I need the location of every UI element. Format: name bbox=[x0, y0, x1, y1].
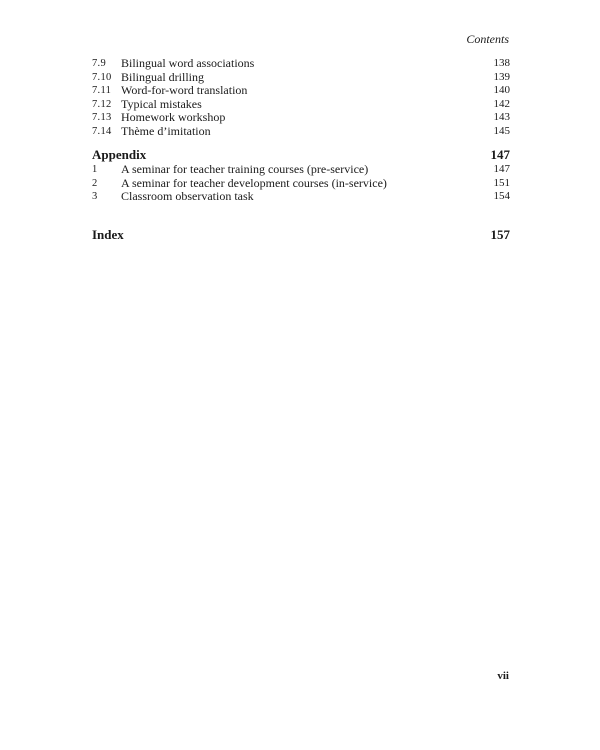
entry-number: 1 bbox=[92, 164, 98, 175]
entry-page: 145 bbox=[493, 124, 510, 137]
entry-number: 7.14 bbox=[92, 125, 112, 137]
heading-page: 147 bbox=[490, 147, 510, 162]
entry-page: 142 bbox=[493, 97, 510, 110]
entry-page: 140 bbox=[493, 84, 510, 97]
toc-entry bbox=[92, 71, 510, 85]
entry-number: 7.10 bbox=[92, 71, 112, 83]
heading-title: Index bbox=[92, 227, 124, 242]
toc-heading-appendix bbox=[92, 146, 510, 163]
entry-title: Thème d’imitation bbox=[121, 123, 211, 138]
entry-page: 147 bbox=[493, 163, 510, 175]
heading-page: 157 bbox=[490, 227, 510, 242]
entry-page: 154 bbox=[493, 190, 510, 203]
page-folio: vii bbox=[497, 670, 509, 682]
entry-page: 138 bbox=[493, 57, 510, 69]
toc-entry bbox=[92, 125, 510, 139]
toc-entry bbox=[92, 177, 510, 191]
entry-number: 7.13 bbox=[92, 112, 112, 124]
toc-entry bbox=[92, 163, 510, 177]
entry-title: Classroom observation task bbox=[121, 189, 254, 204]
entry-number: 7.11 bbox=[92, 85, 112, 97]
heading-title: Appendix bbox=[92, 147, 147, 162]
entry-title: Homework workshop bbox=[121, 110, 226, 125]
toc-entry bbox=[92, 98, 510, 112]
toc-index bbox=[92, 226, 510, 243]
entry-number: 7.9 bbox=[92, 58, 107, 69]
toc-section-list bbox=[92, 57, 510, 139]
toc-entry bbox=[92, 57, 510, 71]
running-head: Contents bbox=[466, 32, 509, 46]
entry-title: Bilingual drilling bbox=[121, 69, 204, 84]
toc-entry bbox=[92, 111, 510, 125]
toc-heading-index bbox=[92, 226, 510, 243]
entry-page: 143 bbox=[493, 111, 510, 124]
toc-appendix bbox=[92, 146, 510, 204]
entry-title: A seminar for teacher training courses (pre-service) bbox=[121, 162, 369, 176]
entry-number: 7.12 bbox=[92, 98, 112, 110]
entry-page: 151 bbox=[493, 176, 510, 189]
entry-page: 139 bbox=[493, 70, 510, 83]
entry-title: A seminar for teacher development courses (in-service) bbox=[121, 175, 387, 190]
entry-title: Word-for-word translation bbox=[121, 83, 248, 98]
toc-entry bbox=[92, 84, 510, 98]
entry-number: 2 bbox=[92, 177, 98, 189]
entry-title: Bilingual word associations bbox=[121, 56, 255, 70]
toc-entry bbox=[92, 190, 510, 204]
entry-number: 3 bbox=[92, 191, 98, 203]
entry-title: Typical mistakes bbox=[121, 96, 202, 111]
